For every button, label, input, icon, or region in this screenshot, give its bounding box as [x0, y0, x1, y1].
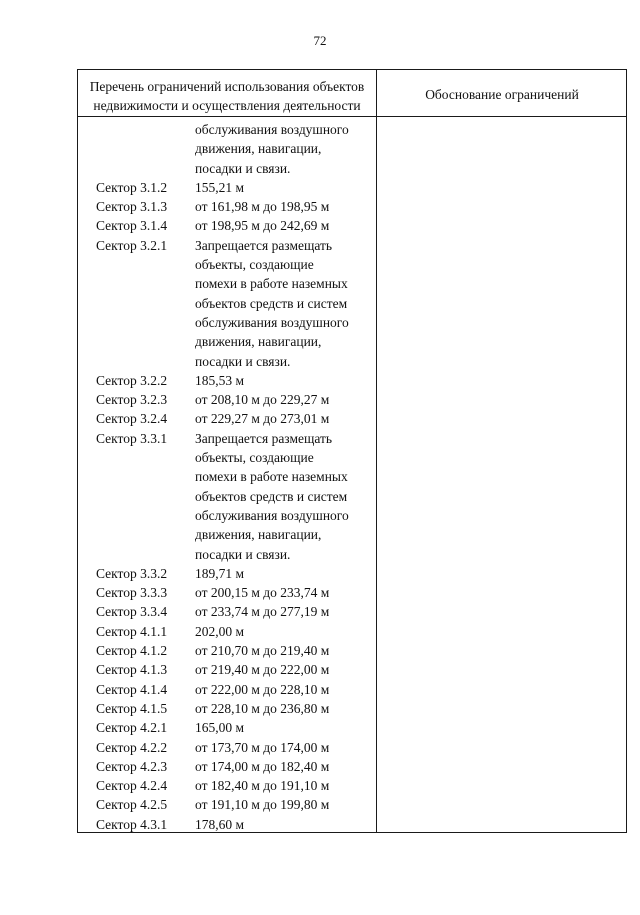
restriction-line: 178,60 м: [195, 816, 245, 832]
restriction-value: [195, 120, 376, 178]
sector-label: Сектор 3.3.4: [96, 604, 168, 620]
restriction-value: [195, 564, 376, 583]
restriction-value: [195, 236, 376, 371]
sector-label: [78, 120, 195, 178]
restriction-value: [195, 197, 376, 216]
restriction-value: [195, 795, 376, 814]
table-row: [78, 216, 376, 235]
restriction-value: [195, 815, 376, 834]
sector-label: Сектор 4.2.3: [96, 758, 168, 774]
table-row: [78, 409, 376, 428]
header-restrictions-list: [78, 77, 376, 115]
table-row: [78, 738, 376, 757]
table-row: [78, 236, 376, 371]
column-divider: [376, 70, 377, 832]
table-row: [78, 583, 376, 602]
sector-label: Сектор 4.2.1: [96, 720, 168, 736]
table-row: [78, 178, 376, 197]
table-row: [78, 776, 376, 795]
sector-label: Сектор 3.2.2: [96, 372, 168, 388]
restriction-line: от 191,10 м до 199,80 м: [195, 797, 330, 813]
table-row: [78, 660, 376, 679]
sector-label: Сектор 4.1.3: [96, 662, 168, 678]
restriction-line: Запрещается размещать: [195, 237, 333, 253]
restriction-line: от 233,74 м до 277,19 м: [195, 604, 330, 620]
restriction-line: посадки и связи.: [195, 546, 291, 562]
header-left-line-2: недвижимости и осуществления деятельности: [93, 98, 361, 113]
restriction-line: от 182,40 м до 191,10 м: [195, 778, 330, 794]
restrictions-table: [77, 69, 627, 833]
restriction-line: помехи в работе наземных: [195, 469, 348, 485]
restriction-value: [195, 583, 376, 602]
restriction-line: посадки и связи.: [195, 160, 291, 176]
restriction-line: 185,53 м: [195, 372, 245, 388]
restriction-line: обслуживания воздушного: [195, 314, 349, 330]
table-row: [78, 429, 376, 564]
restriction-line: объектов средств и систем: [195, 488, 348, 504]
restriction-value: [195, 776, 376, 795]
table-row: [78, 680, 376, 699]
restriction-line: от 198,95 м до 242,69 м: [195, 218, 330, 234]
restriction-line: от 174,00 м до 182,40 м: [195, 758, 330, 774]
table-row: [78, 757, 376, 776]
sector-label: Сектор 4.2.5: [96, 797, 168, 813]
restriction-value: [195, 178, 376, 197]
table-row: [78, 120, 376, 178]
sector-label: Сектор 4.1.1: [96, 623, 168, 639]
sector-label: Сектор 3.2.4: [96, 411, 168, 427]
table-row: [78, 602, 376, 621]
restriction-value: [195, 390, 376, 409]
sector-label: Сектор 3.1.3: [96, 199, 168, 215]
table-row: [78, 699, 376, 718]
restriction-line: от 173,70 м до 174,00 м: [195, 739, 330, 755]
restriction-value: [195, 429, 376, 564]
restriction-line: объектов средств и систем: [195, 295, 348, 311]
sector-label: Сектор 3.3.3: [96, 585, 168, 601]
header-justification: Обоснование ограничений: [425, 87, 579, 102]
sector-label: Сектор 4.2.2: [96, 739, 168, 755]
restriction-value: [195, 371, 376, 390]
restriction-value: [195, 680, 376, 699]
sector-label: Сектор 3.2.1: [96, 237, 168, 253]
restriction-value: [195, 718, 376, 737]
restriction-value: [195, 641, 376, 660]
restriction-line: Запрещается размещать: [195, 430, 333, 446]
table-body: [78, 120, 376, 834]
table-row: [78, 815, 376, 834]
restriction-line: от 200,15 м до 233,74 м: [195, 585, 330, 601]
restriction-line: объекты, создающие: [195, 450, 314, 466]
table-row: [78, 390, 376, 409]
table-row: [78, 622, 376, 641]
restriction-line: движения, навигации,: [195, 527, 322, 543]
restriction-line: от 219,40 м до 222,00 м: [195, 662, 330, 678]
table-row: [78, 197, 376, 216]
sector-label: Сектор 4.1.5: [96, 700, 168, 716]
restriction-line: от 222,00 м до 228,10 м: [195, 681, 330, 697]
restriction-line: от 229,27 м до 273,01 м: [195, 411, 330, 427]
restriction-line: от 210,70 м до 219,40 м: [195, 643, 330, 659]
table-row: [78, 564, 376, 583]
restriction-value: [195, 602, 376, 621]
restriction-line: от 161,98 м до 198,95 м: [195, 199, 330, 215]
restriction-value: [195, 660, 376, 679]
restriction-line: движения, навигации,: [195, 141, 322, 157]
sector-label: Сектор 3.1.2: [96, 179, 168, 195]
sector-label: Сектор 4.2.4: [96, 778, 168, 794]
sector-label: Сектор 3.2.3: [96, 392, 168, 408]
restriction-line: обслуживания воздушного: [195, 507, 349, 523]
sector-label: Сектор 4.1.2: [96, 643, 168, 659]
sector-label: Сектор 3.3.1: [96, 430, 168, 446]
restriction-line: помехи в работе наземных: [195, 276, 348, 292]
header-divider: [78, 116, 626, 117]
restriction-value: [195, 757, 376, 776]
restriction-value: [195, 699, 376, 718]
table-row: [78, 795, 376, 814]
page-number: 72: [313, 33, 327, 48]
restriction-line: 155,21 м: [195, 179, 245, 195]
restriction-line: посадки и связи.: [195, 353, 291, 369]
restriction-line: 189,71 м: [195, 565, 245, 581]
table-row: [78, 641, 376, 660]
restriction-value: [195, 738, 376, 757]
header-left-line-1: Перечень ограничений использования объектов: [89, 79, 365, 94]
restriction-line: 165,00 м: [195, 720, 245, 736]
sector-label: Сектор 3.1.4: [96, 218, 168, 234]
restriction-value: [195, 409, 376, 428]
restriction-line: от 208,10 м до 229,27 м: [195, 392, 330, 408]
table-row: [78, 718, 376, 737]
restriction-line: 202,00 м: [195, 623, 245, 639]
sector-label: Сектор 4.3.1: [96, 816, 168, 832]
restriction-line: от 228,10 м до 236,80 м: [195, 700, 330, 716]
restriction-value: [195, 216, 376, 235]
restriction-value: [195, 622, 376, 641]
restriction-line: обслуживания воздушного: [195, 122, 349, 137]
sector-label: Сектор 3.3.2: [96, 565, 168, 581]
table-row: [78, 371, 376, 390]
sector-label: Сектор 4.1.4: [96, 681, 168, 697]
restriction-line: движения, навигации,: [195, 334, 322, 350]
restriction-line: объекты, создающие: [195, 257, 314, 273]
